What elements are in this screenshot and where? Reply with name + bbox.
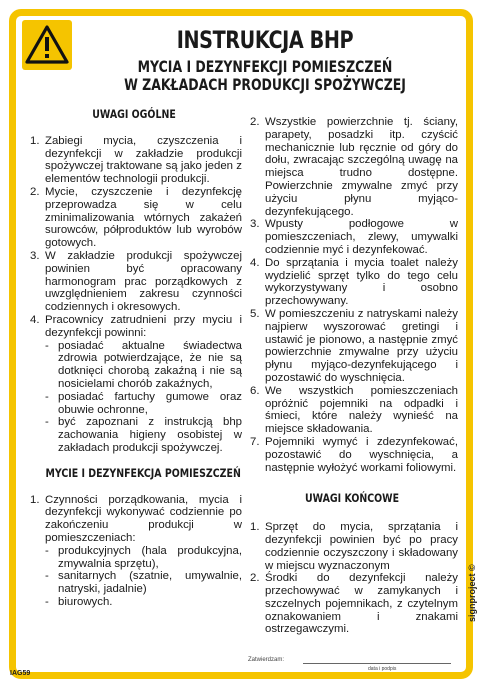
list-item [26, 494, 242, 609]
warning-triangle-icon [22, 20, 72, 70]
item-number: 1. [250, 521, 260, 534]
item-text: Wszystkie powierzchnie tj. ściany, parapety, posadzki itp. czyścić mechanicznie lub ręcznie od góry do dołu, zwracając szczególną uwagę na miejsca trudno dostępne. Powierzchnie zmywalne zmyć przy użyciu płynu myjąco-dezynfekującego. [265, 116, 458, 218]
item-number: 3. [30, 249, 40, 262]
item-number: 3. [250, 218, 260, 231]
item-number: 6. [250, 384, 260, 397]
approved-label: Zatwierdzam: [248, 657, 285, 663]
item-text: Sprzęt do mycia, sprzątania i dezynfekcji powinien być po pracy codziennie oczyszczony i składowany w miejscu wyznaczonym [265, 521, 458, 572]
sub-list [45, 545, 242, 609]
list-item [26, 314, 242, 455]
list-item [26, 135, 242, 186]
sub-list-item: - być zapoznani z instrukcją bhp zachowania higieny osobistej w zakładach produkcji spożywczej. [45, 416, 242, 454]
list-item [246, 257, 458, 308]
item-text: Mycie, czyszczenie i dezynfekcję przeprowadza się w celu zminimalizowania wtórnych zakażeń surowców, półproduktów lub wyrobów gotowych. [45, 185, 242, 250]
page-title: INSTRUKCJA BHP [176, 26, 354, 54]
sub-item-text: posiadać fartuchy gumowe oraz obuwie ochronne, [58, 390, 242, 416]
item-number: 4. [250, 256, 260, 269]
sub-item-text: produkcyjnych (hala produkcyjna, zmywalnia sprzętu), [58, 544, 242, 570]
signature-line [303, 663, 451, 664]
sub-list-item: - posiadać aktualne świadectwa zdrowia potwierdzające, że nie są dotknięci chorobą zakaźną i nie są nosicielami chorób zakaźnych, [45, 339, 242, 390]
brand-label: signproject © [467, 564, 477, 622]
item-number: 4. [30, 313, 40, 326]
signature-caption: data i podpis [368, 666, 397, 672]
item-text: W pomieszczeniu z natryskami należy najpierw wyszorować gretingi i ustawić je pionowo, a następnie zmyć powierzchnie zmywalne przy użyciu płynu myjąco-dezynfekującego i pozostawić do wyschnięcia. [265, 307, 458, 384]
list-item [246, 116, 458, 218]
item-number: 7. [250, 435, 260, 448]
item-text: Wpusty podłogowe w pomieszczeniach, zlewy, umywalki codziennie myć i dezynfekować. [265, 218, 458, 256]
cleaning-list [26, 494, 242, 609]
subtitle-line-1: MYCIA I DEZYNFEKCJI POMIESZCZEŃ [137, 57, 393, 76]
sub-list-item: - biurowych. [45, 595, 113, 608]
list-item [246, 572, 458, 636]
sub-item-text: sanitarnych (szatnie, umywalnie, natryski, jadalnie) [58, 570, 242, 596]
item-text: Środki do dezynfekcji należy przechowywać w zamykanych i szczelnych pojemnikach, z czytelnym oznakowaniem i znakami ostrzegawczymi. [265, 572, 458, 636]
item-text: Pracownicy zatrudnieni przy myciu i dezynfekcji powinni: [45, 313, 242, 339]
sub-list-item: - produkcyjnych (hala produkcyjna, zmywalnia sprzętu), [45, 544, 242, 570]
section-heading-cleaning: MYCIE I DEZYNFEKCJA POMIESZCZEŃ [45, 465, 241, 480]
item-text: Zabiegi mycia, czyszczenia i dezynfekcji w zakładzie produkcji spożywczej traktowane są jako jeden z elementów technologii produkcji. [45, 134, 242, 186]
cleaning-list-continued [246, 116, 458, 474]
list-item [246, 218, 458, 256]
general-list [26, 135, 242, 455]
page-subtitle [113, 58, 417, 94]
section-heading-final: UWAGI KOŃCOWE [304, 491, 400, 506]
final-list [246, 521, 458, 636]
list-item [26, 250, 242, 314]
list-item [246, 436, 458, 474]
item-text: Czynności porządkowania, mycia i dezynfekcji wykonywać codziennie po zakończeniu produkcji w pomieszczeniach: [45, 493, 242, 544]
list-item [26, 186, 242, 250]
item-text: We wszystkich pomieszczeniach opróżnić pojemniki na odpadki i śmieci, które należy wynieść na miejsce składowania. [265, 384, 458, 436]
right-column [246, 116, 458, 636]
item-number: 2. [30, 185, 40, 198]
subtitle-line-2: W ZAKŁADACH PRODUKCJI SPOŻYWCZEJ [124, 75, 406, 94]
sub-item-text: być zapoznani z instrukcją bhp zachowania higieny osobistej w zakładach produkcji spożywczej. [58, 416, 242, 454]
list-item [246, 521, 458, 572]
sub-list-item: - sanitarnych (szatnie, umywalnie, natryski, jadalnie) [45, 570, 242, 596]
item-number: 5. [250, 307, 260, 320]
sub-list [45, 340, 242, 455]
approval-signature [248, 657, 397, 672]
item-number: 1. [30, 134, 40, 147]
sub-list-item: - posiadać fartuchy gumowe oraz obuwie ochronne, [45, 390, 242, 416]
item-text: Do sprzątania i mycia toalet należy wydzielić sprzęt tylko do tego celu wykorzystywany i osobno przechowywany. [265, 256, 458, 308]
item-number: 2. [250, 572, 260, 585]
item-number: 1. [30, 493, 40, 506]
list-item [246, 308, 458, 385]
left-column [26, 108, 242, 609]
sub-item-text: posiadać aktualne świadectwa zdrowia potwierdzające, że nie są dotknięci chorobą zakaźną i nie są nosicielami chorób zakaźnych, [58, 339, 242, 390]
section-heading-general: UWAGI OGÓLNE [92, 107, 176, 121]
item-text: Pojemniki wymyć i zdezynfekować, pozostawić do wyschnięcia, a następnie wyłożyć workami foliowymi. [265, 435, 458, 474]
sub-item-text: biurowych. [58, 595, 113, 608]
product-code: IAG59 [10, 670, 31, 677]
list-item [246, 385, 458, 436]
item-number: 2. [250, 116, 260, 128]
item-text: W zakładzie produkcji spożywczej powinien być opracowany harmonogram prac porządkowych z uwzględnieniem zakresu czynności codziennych i okresowych. [45, 249, 242, 314]
